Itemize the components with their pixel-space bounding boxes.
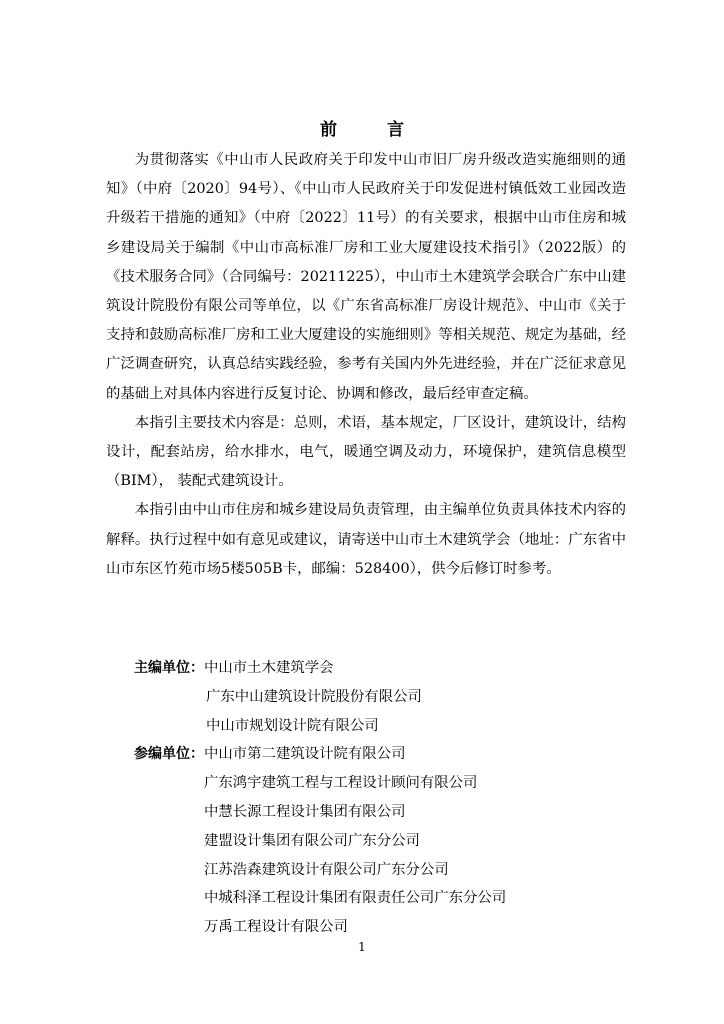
page-number: 1	[358, 940, 366, 954]
list-item: 广东中山建筑设计院股份有限公司	[206, 688, 422, 705]
paragraph: 本指引主要技术内容是：总则，术语，基本规定，厂区设计，建筑设计，结构设计，配套站房，给水排水，电气，暖通空调及动力，环境保护，建筑信息模型（BIM）， 装配式建筑设计。	[106, 414, 626, 490]
list-item: 江苏浩森建筑设计有限公司广东分公司	[204, 861, 449, 878]
page-title: 前 言	[320, 120, 426, 141]
list-item: 广东鸿宇建筑工程与工程设计顾问有限公司	[204, 775, 478, 792]
list-item: 中山市规划设计院有限公司	[206, 717, 379, 734]
list-item: 中城科泽工程设计集团有限责任公司广东分公司	[204, 890, 507, 907]
paragraph: 为贯彻落实《中山市人民政府关于印发中山市旧厂房升级改造实施细则的通知》（中府〔2020〕94号）、《中山市人民政府关于印发促进村镇低效工业园改造升级若干措施的通知》（中府〔2022〕11号）的有关要求，根据中山市住房和城乡建设局关于编制《中山市高标准厂房和工业大厦建设技术指引》（2022版）的《技术服务合同》（合同编号：20211225），中山市土木建筑学会联合广东中山建筑设计院股份有限公司等单位，以《广东省高标准厂房设计规范》、中山市《关于支持和鼓励高标准厂房和工业大厦建设的实施细则》等相关规范、规定为基础，经广泛调查研究，认真总结实践经验，参考有关国内外先进经验，并在广泛征求意见的基础上对具体内容进行反复讨论、协调和修改，最后经审查定稿。	[106, 152, 626, 402]
paragraph: 本指引由中山市住房和城乡建设局负责管理，由主编单位负责具体技术内容的解释。执行过程中如有意见或建议，请寄送中山市土木建筑学会（地址：广东省中山市东区竹苑市场5楼505B卡，邮编：528400），供今后修订时参考。	[106, 502, 626, 577]
list-item: 中山市第二建筑设计院有限公司	[204, 746, 406, 763]
participating-list	[204, 740, 506, 942]
preface-body	[106, 146, 626, 584]
list-item: 中慧长源工程设计集团有限公司	[204, 803, 406, 820]
list-item: 中山市土木建筑学会	[204, 660, 334, 676]
list-item: 建盟设计集团有限公司广东分公司	[204, 832, 420, 849]
chief-editor-label: 主编单位：	[134, 660, 204, 676]
chief-editor-list	[204, 654, 422, 740]
list-item: 万禹工程设计有限公司	[204, 919, 348, 936]
chief-editor-units	[106, 654, 626, 740]
participating-units	[106, 740, 626, 942]
participating-label: 参编单位：	[134, 746, 204, 763]
editing-units	[106, 654, 626, 942]
